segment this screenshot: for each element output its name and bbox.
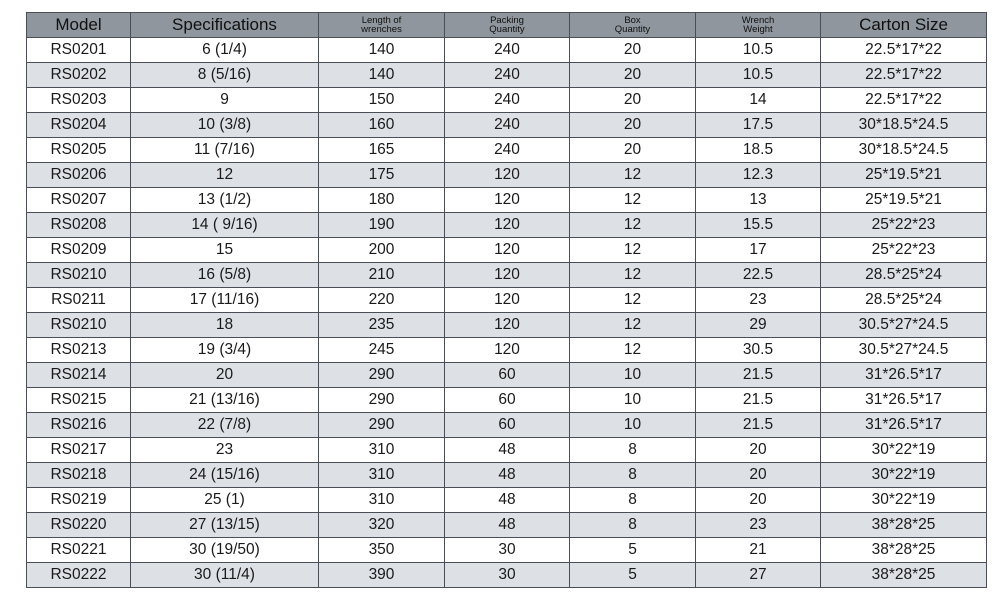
- cell-length: 175: [319, 163, 445, 188]
- cell-length: 350: [319, 538, 445, 563]
- cell-model: RS0213: [27, 338, 131, 363]
- cell-carton-size: 30*22*19: [821, 488, 987, 513]
- cell-carton-size: 31*26.5*17: [821, 388, 987, 413]
- cell-box-quantity: 12: [570, 163, 696, 188]
- header-wrench-weight: [696, 13, 821, 38]
- cell-packing-quantity: 120: [445, 338, 570, 363]
- cell-length: 140: [319, 63, 445, 88]
- table-row: [27, 563, 987, 588]
- table-row: [27, 388, 987, 413]
- cell-length: 290: [319, 363, 445, 388]
- cell-carton-size: 28.5*25*24: [821, 288, 987, 313]
- cell-carton-size: 25*19.5*21: [821, 163, 987, 188]
- cell-box-quantity: 5: [570, 563, 696, 588]
- cell-box-quantity: 12: [570, 238, 696, 263]
- header-specifications: Specifications: [131, 13, 319, 38]
- cell-packing-quantity: 120: [445, 188, 570, 213]
- cell-model: RS0219: [27, 488, 131, 513]
- cell-length: 220: [319, 288, 445, 313]
- cell-packing-quantity: 120: [445, 163, 570, 188]
- header-packing-line1: Packing: [490, 15, 524, 26]
- cell-box-quantity: 10: [570, 413, 696, 438]
- cell-carton-size: 30.5*27*24.5: [821, 313, 987, 338]
- cell-length: 235: [319, 313, 445, 338]
- cell-carton-size: 30*22*19: [821, 463, 987, 488]
- table-row: [27, 113, 987, 138]
- cell-model: RS0215: [27, 388, 131, 413]
- cell-box-quantity: 12: [570, 313, 696, 338]
- header-packing-line2: Quantity: [489, 24, 525, 35]
- cell-wrench-weight: 23: [696, 513, 821, 538]
- cell-packing-quantity: 120: [445, 263, 570, 288]
- header-row: [27, 13, 987, 38]
- cell-specification: 11 (7/16): [131, 138, 319, 163]
- cell-box-quantity: 12: [570, 188, 696, 213]
- cell-specification: 8 (5/16): [131, 63, 319, 88]
- cell-wrench-weight: 13: [696, 188, 821, 213]
- table-row: [27, 288, 987, 313]
- cell-model: RS0207: [27, 188, 131, 213]
- table-row: [27, 263, 987, 288]
- table-header: [27, 13, 987, 38]
- cell-packing-quantity: 60: [445, 388, 570, 413]
- cell-specification: 27 (13/15): [131, 513, 319, 538]
- cell-wrench-weight: 27: [696, 563, 821, 588]
- cell-wrench-weight: 30.5: [696, 338, 821, 363]
- cell-carton-size: 22.5*17*22: [821, 38, 987, 63]
- cell-wrench-weight: 20: [696, 463, 821, 488]
- table-row: [27, 163, 987, 188]
- cell-specification: 13 (1/2): [131, 188, 319, 213]
- cell-carton-size: 38*28*25: [821, 563, 987, 588]
- cell-model: RS0209: [27, 238, 131, 263]
- cell-carton-size: 31*26.5*17: [821, 363, 987, 388]
- cell-specification: 21 (13/16): [131, 388, 319, 413]
- table-row: [27, 488, 987, 513]
- cell-box-quantity: 20: [570, 113, 696, 138]
- table-row: [27, 313, 987, 338]
- wrench-spec-table: [26, 12, 987, 588]
- cell-model: RS0220: [27, 513, 131, 538]
- header-box-quantity: [570, 13, 696, 38]
- cell-box-quantity: 20: [570, 38, 696, 63]
- cell-wrench-weight: 21: [696, 538, 821, 563]
- cell-length: 190: [319, 213, 445, 238]
- cell-length: 140: [319, 38, 445, 63]
- header-length-line2: wrenches: [361, 24, 402, 35]
- cell-box-quantity: 8: [570, 513, 696, 538]
- cell-specification: 9: [131, 88, 319, 113]
- cell-specification: 12: [131, 163, 319, 188]
- cell-model: RS0210: [27, 313, 131, 338]
- cell-model: RS0208: [27, 213, 131, 238]
- table-body: [27, 38, 987, 588]
- cell-box-quantity: 12: [570, 263, 696, 288]
- cell-packing-quantity: 240: [445, 63, 570, 88]
- cell-length: 310: [319, 463, 445, 488]
- cell-carton-size: 30*18.5*24.5: [821, 138, 987, 163]
- cell-specification: 16 (5/8): [131, 263, 319, 288]
- cell-model: RS0221: [27, 538, 131, 563]
- cell-box-quantity: 20: [570, 63, 696, 88]
- table-row: [27, 63, 987, 88]
- cell-packing-quantity: 48: [445, 513, 570, 538]
- cell-specification: 17 (11/16): [131, 288, 319, 313]
- cell-specification: 6 (1/4): [131, 38, 319, 63]
- cell-specification: 30 (11/4): [131, 563, 319, 588]
- cell-packing-quantity: 48: [445, 438, 570, 463]
- header-packing-quantity: [445, 13, 570, 38]
- cell-length: 245: [319, 338, 445, 363]
- cell-packing-quantity: 120: [445, 238, 570, 263]
- cell-specification: 18: [131, 313, 319, 338]
- table-row: [27, 188, 987, 213]
- cell-carton-size: 28.5*25*24: [821, 263, 987, 288]
- cell-length: 390: [319, 563, 445, 588]
- cell-wrench-weight: 20: [696, 488, 821, 513]
- cell-packing-quantity: 48: [445, 488, 570, 513]
- cell-box-quantity: 5: [570, 538, 696, 563]
- cell-box-quantity: 8: [570, 488, 696, 513]
- cell-model: RS0210: [27, 263, 131, 288]
- cell-model: RS0211: [27, 288, 131, 313]
- cell-packing-quantity: 120: [445, 288, 570, 313]
- cell-packing-quantity: 120: [445, 213, 570, 238]
- cell-specification: 20: [131, 363, 319, 388]
- cell-wrench-weight: 17.5: [696, 113, 821, 138]
- cell-wrench-weight: 21.5: [696, 388, 821, 413]
- cell-box-quantity: 8: [570, 438, 696, 463]
- cell-wrench-weight: 17: [696, 238, 821, 263]
- cell-length: 180: [319, 188, 445, 213]
- cell-model: RS0204: [27, 113, 131, 138]
- header-length-line1: Length of: [361, 15, 402, 26]
- table-row: [27, 413, 987, 438]
- cell-carton-size: 38*28*25: [821, 513, 987, 538]
- cell-carton-size: 30*22*19: [821, 438, 987, 463]
- header-box-line1: Box: [624, 15, 641, 26]
- cell-length: 210: [319, 263, 445, 288]
- cell-model: RS0205: [27, 138, 131, 163]
- table-row: [27, 138, 987, 163]
- cell-length: 200: [319, 238, 445, 263]
- header-carton-size: Carton Size: [821, 13, 987, 38]
- cell-wrench-weight: 21.5: [696, 413, 821, 438]
- cell-carton-size: 31*26.5*17: [821, 413, 987, 438]
- table-row: [27, 238, 987, 263]
- table-row: [27, 513, 987, 538]
- cell-wrench-weight: 29: [696, 313, 821, 338]
- cell-wrench-weight: 10.5: [696, 63, 821, 88]
- cell-packing-quantity: 48: [445, 463, 570, 488]
- table-row: [27, 363, 987, 388]
- cell-wrench-weight: 21.5: [696, 363, 821, 388]
- cell-specification: 14 ( 9/16): [131, 213, 319, 238]
- cell-model: RS0201: [27, 38, 131, 63]
- cell-packing-quantity: 60: [445, 413, 570, 438]
- table-row: [27, 338, 987, 363]
- cell-model: RS0202: [27, 63, 131, 88]
- table-row: [27, 213, 987, 238]
- cell-wrench-weight: 23: [696, 288, 821, 313]
- cell-box-quantity: 10: [570, 363, 696, 388]
- cell-length: 160: [319, 113, 445, 138]
- cell-model: RS0218: [27, 463, 131, 488]
- cell-carton-size: 25*22*23: [821, 238, 987, 263]
- cell-carton-size: 25*22*23: [821, 213, 987, 238]
- cell-length: 290: [319, 388, 445, 413]
- table-row: [27, 538, 987, 563]
- cell-carton-size: 22.5*17*22: [821, 63, 987, 88]
- cell-model: RS0222: [27, 563, 131, 588]
- cell-box-quantity: 20: [570, 88, 696, 113]
- cell-packing-quantity: 240: [445, 113, 570, 138]
- table-row: [27, 463, 987, 488]
- cell-specification: 30 (19/50): [131, 538, 319, 563]
- cell-packing-quantity: 60: [445, 363, 570, 388]
- cell-box-quantity: 20: [570, 138, 696, 163]
- cell-carton-size: 22.5*17*22: [821, 88, 987, 113]
- cell-specification: 15: [131, 238, 319, 263]
- cell-box-quantity: 12: [570, 288, 696, 313]
- cell-packing-quantity: 240: [445, 88, 570, 113]
- header-weight-line2: Weight: [743, 24, 773, 35]
- cell-carton-size: 38*28*25: [821, 538, 987, 563]
- cell-specification: 19 (3/4): [131, 338, 319, 363]
- cell-packing-quantity: 30: [445, 563, 570, 588]
- cell-model: RS0206: [27, 163, 131, 188]
- cell-model: RS0217: [27, 438, 131, 463]
- cell-packing-quantity: 240: [445, 138, 570, 163]
- cell-specification: 25 (1): [131, 488, 319, 513]
- cell-length: 310: [319, 438, 445, 463]
- header-weight-line1: Wrench: [741, 15, 775, 26]
- cell-wrench-weight: 22.5: [696, 263, 821, 288]
- cell-specification: 24 (15/16): [131, 463, 319, 488]
- cell-wrench-weight: 10.5: [696, 38, 821, 63]
- header-model: Model: [27, 13, 131, 38]
- table-row: [27, 438, 987, 463]
- table-row: [27, 38, 987, 63]
- cell-specification: 22 (7/8): [131, 413, 319, 438]
- cell-box-quantity: 8: [570, 463, 696, 488]
- cell-specification: 10 (3/8): [131, 113, 319, 138]
- cell-specification: 23: [131, 438, 319, 463]
- cell-model: RS0214: [27, 363, 131, 388]
- cell-box-quantity: 10: [570, 388, 696, 413]
- cell-length: 310: [319, 488, 445, 513]
- cell-packing-quantity: 30: [445, 538, 570, 563]
- cell-carton-size: 25*19.5*21: [821, 188, 987, 213]
- cell-wrench-weight: 12.3: [696, 163, 821, 188]
- cell-wrench-weight: 20: [696, 438, 821, 463]
- cell-packing-quantity: 240: [445, 38, 570, 63]
- cell-carton-size: 30*18.5*24.5: [821, 113, 987, 138]
- cell-packing-quantity: 120: [445, 313, 570, 338]
- header-box-line2: Quantity: [614, 24, 651, 35]
- cell-wrench-weight: 14: [696, 88, 821, 113]
- cell-length: 290: [319, 413, 445, 438]
- header-length: [319, 13, 445, 38]
- table-row: [27, 88, 987, 113]
- cell-model: RS0203: [27, 88, 131, 113]
- cell-length: 165: [319, 138, 445, 163]
- cell-carton-size: 30.5*27*24.5: [821, 338, 987, 363]
- cell-model: RS0216: [27, 413, 131, 438]
- cell-length: 320: [319, 513, 445, 538]
- cell-box-quantity: 12: [570, 213, 696, 238]
- cell-wrench-weight: 18.5: [696, 138, 821, 163]
- cell-wrench-weight: 15.5: [696, 213, 821, 238]
- cell-box-quantity: 12: [570, 338, 696, 363]
- cell-length: 150: [319, 88, 445, 113]
